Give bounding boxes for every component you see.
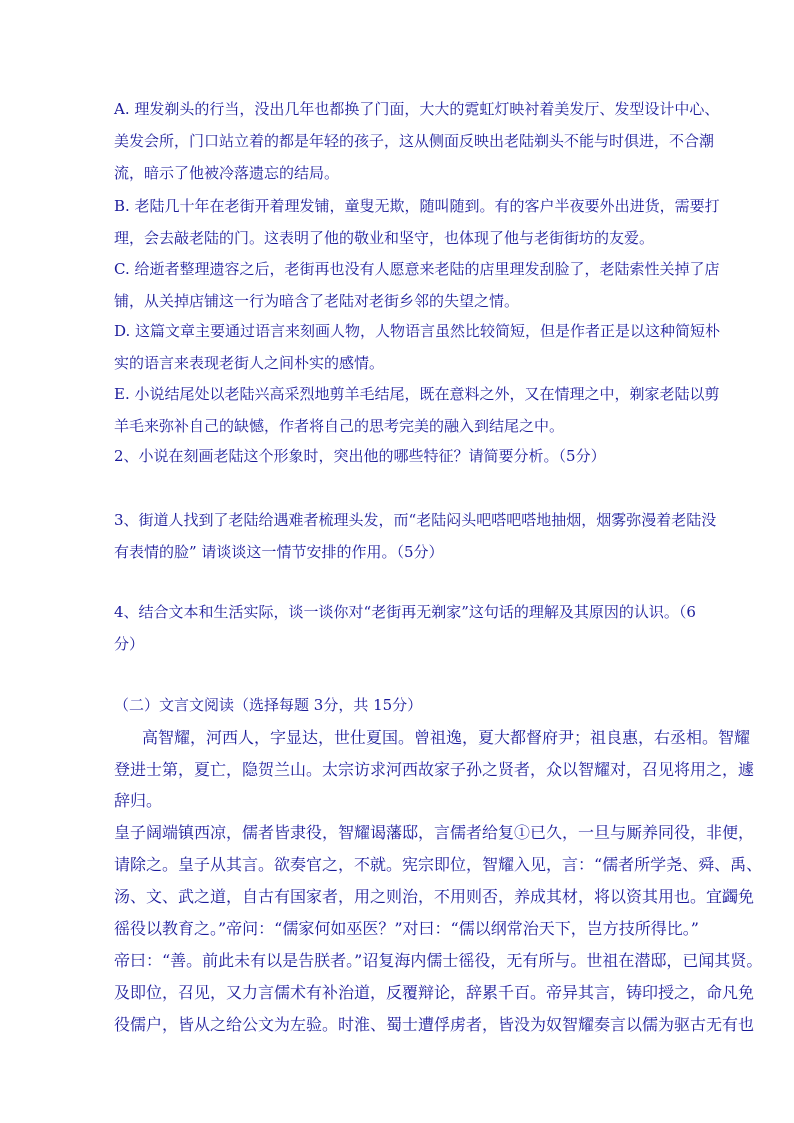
passage-line: 汤、文、武之道，自古有国家者，用之则治，不用则否，养成其材，将以资其用也。宜蠲免 bbox=[114, 887, 755, 906]
question-4-line-2: 分） bbox=[114, 635, 145, 653]
question-2: 2、小说在刻画老陆这个形象时，突出他的哪些特征？请简要分析。（5分） bbox=[114, 447, 606, 465]
option-b-line-1: B. 老陆几十年在老街开着理发铺，童叟无欺，随叫随到。有的客户半夜要外出进货，需要打 bbox=[114, 197, 720, 215]
question-3-line-2: 有表情的脸” 请谈谈这一情节安排的作用。（5分） bbox=[114, 543, 444, 561]
passage-line: 徭役以教育之。”帝问：“儒家何如巫医？”对曰：“儒以纲常治天下，岂方技所得比。” bbox=[114, 919, 699, 938]
option-c-line-2: 铺，从关掉店铺这一行为暗含了老陆对老街乡邻的失望之情。 bbox=[114, 292, 520, 310]
passage-line: 及即位，召见，又力言儒术有补治道，反覆辩论，辞累千百。帝异其言，铸印授之，命凡免 bbox=[114, 983, 755, 1002]
passage-line: 请除之。皇子从其言。欲奏官之，不就。宪宗即位，智耀入见，言：“儒者所学尧、舜、禹、 bbox=[114, 855, 763, 874]
option-e-line-2: 羊毛来弥补自己的缺憾，作者将自己的思考完美的融入到结尾之中。 bbox=[114, 417, 565, 435]
option-c-line-1: C. 给逝者整理遗容之后，老街再也没有人愿意来老陆的店里理发刮脸了，老陆索性关掉了店 bbox=[114, 260, 720, 278]
section-title: （二）文言文阅读（选择每题 3分，共 15分） bbox=[114, 696, 423, 714]
passage-line: 辞归。 bbox=[114, 791, 163, 810]
option-d-line-2: 实的语言来表现老街人之间朴实的感情。 bbox=[114, 354, 385, 372]
question-4-line-1: 4、结合文本和生活实际，谈一谈你对“老街再无剃家”这句话的理解及其原因的认识。（6 bbox=[114, 603, 696, 621]
option-a-line-1: A. 理发剃头的行当，没出几年也都换了门面，大大的霓虹灯映衬着美发厅、发型设计中心、 bbox=[114, 100, 720, 118]
option-a-line-2: 美发会所，门口站立着的都是年轻的孩子，这从侧面反映出老陆剃头不能与时俱进，不合潮 bbox=[114, 132, 715, 150]
question-3-line-1: 3、街道人找到了老陆给遇难者梳理头发，而“老陆闷头吧嗒吧嗒地抽烟，烟雾弥漫着老陆没 bbox=[114, 511, 717, 529]
option-a-line-3: 流，暗示了他被冷落遗忘的结局。 bbox=[114, 164, 340, 182]
option-e-line-1: E. 小说结尾处以老陆兴高采烈地剪羊毛结尾，既在意料之外，又在情理之中，剃家老陆以剪 bbox=[114, 385, 720, 403]
option-d-line-1: D. 这篇文章主要通过语言来刻画人物，人物语言虽然比较简短，但是作者正是以这种简短朴 bbox=[114, 322, 721, 340]
option-b-line-2: 理，会去敲老陆的门。这表明了他的敬业和坚守，也体现了他与老街街坊的友爱。 bbox=[114, 229, 655, 247]
passage-line: 役儒户，皆从之给公文为左验。时淮、蜀士遭俘虏者，皆没为奴智耀奏言以儒为驱古无有也 bbox=[114, 1015, 755, 1034]
passage-line: 高智耀，河西人，字显达，世仕夏国。曾祖逸，夏大都督府尹；祖良惠，右丞相。智耀 bbox=[142, 728, 751, 747]
passage-line: 登进士第，夏亡，隐贺兰山。太宗访求河西故家子孙之贤者，众以智耀对，召见将用之，遽 bbox=[114, 760, 755, 779]
passage-line: 帝曰：“善。前此未有以是告朕者。”诏复海内儒士徭役，无有所与。世祖在潜邸，已闻其贤。 bbox=[114, 951, 763, 970]
passage-line: 皇子阔端镇西凉，儒者皆隶役，智耀谒藩邸，言儒者给复①已久，一旦与厮养同役，非便， bbox=[114, 823, 755, 842]
